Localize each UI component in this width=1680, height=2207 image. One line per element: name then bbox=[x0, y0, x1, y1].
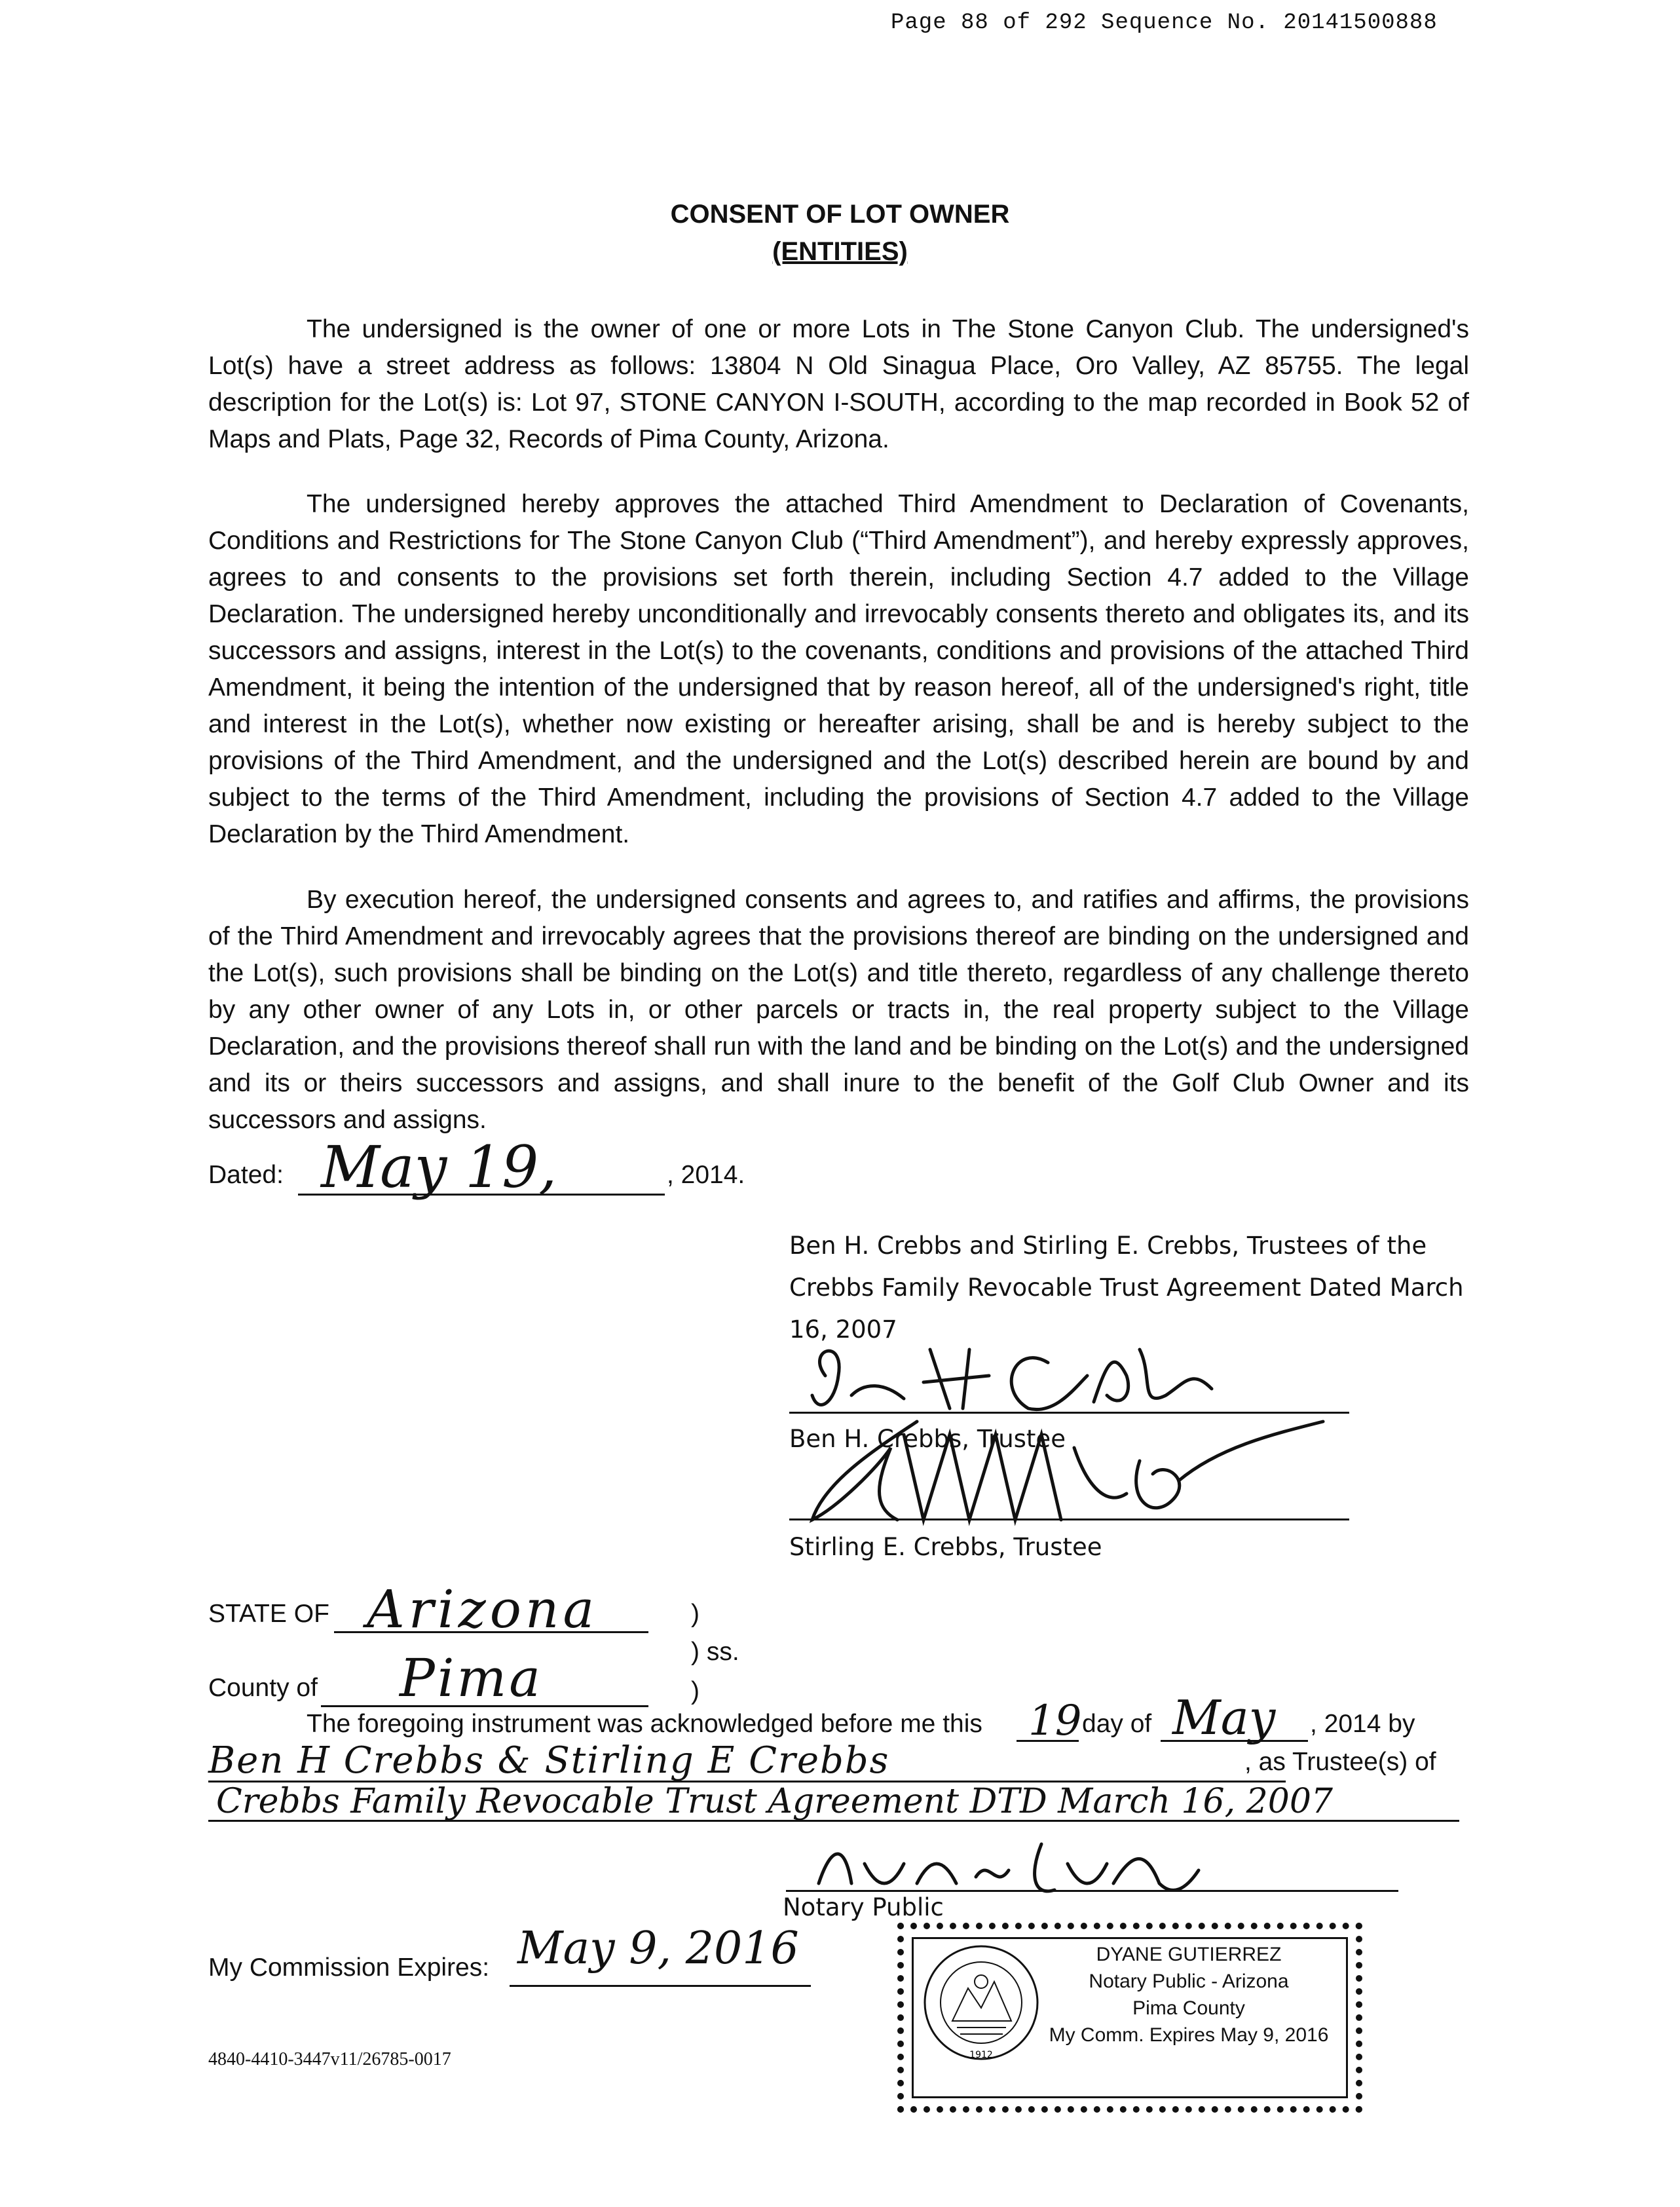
paragraph-lot-description: The undersigned is the owner of one or more Lots in The Stone Canyon Club. The undersigned's Lot(s) have a street address as follows: 13804 N Old Sinagua Place, Oro Valley, AZ 85755. The legal description for the Lot(s) is: Lot 97, STONE CANYON I-SOUTH, according to the map recorded in Book 52 of Maps and Plats, Page 32, Records of Pima County, Arizona. bbox=[208, 315, 1469, 453]
seal-expiration: My Comm. Expires May 9, 2016 bbox=[1049, 2024, 1329, 2046]
paren-ss: ) ss. bbox=[691, 1638, 739, 1666]
paren-1: ) bbox=[691, 1600, 700, 1628]
ack-month-handwritten: May bbox=[1172, 1690, 1276, 1745]
ack-as-trustee: , as Trustee(s) of bbox=[1244, 1748, 1436, 1776]
document-subtitle: (ENTITIES) bbox=[772, 237, 908, 266]
paragraph-execution: By execution hereof, the undersigned consents and agrees to, and ratifies and affirms, the provisions of the Third Amendment and irrevocably agrees that the provisions thereof are binding on the undersigned and the Lot(s), such provisions shall be binding on the Lot(s) and title thereto, regardless of any challenge thereto by any other owner of any Lots in, or other parcels or tracts in, the real property subject to the Village Declaration, and the provisions thereof shall run with the land and be binding on the Lot(s) and the undersigned and its or theirs successors and assigns, and shall inure to the benefit of the Golf Club Owner and its successors and assigns. bbox=[208, 886, 1469, 1134]
commission-handwritten: May 9, 2016 bbox=[517, 1923, 799, 1974]
arizona-state-seal-icon bbox=[921, 1942, 1042, 2064]
signer-1-name: Ben H. Crebbs, Trustee bbox=[789, 1425, 1066, 1453]
state-handwritten: Arizona bbox=[367, 1579, 599, 1640]
seal-emblem-year: 1912 bbox=[969, 2050, 993, 2060]
seal-county: Pima County bbox=[1132, 1997, 1245, 2019]
document-title: CONSENT OF LOT OWNER bbox=[670, 200, 1010, 229]
ack-day-of: day of bbox=[1082, 1710, 1152, 1738]
page-sequence-header: Page 88 of 292 Sequence No. 20141500888 bbox=[891, 10, 1438, 35]
seal-notary-name: DYANE GUTIERREZ bbox=[1096, 1944, 1282, 1965]
ack-trust-handwritten: Crebbs Family Revocable Trust Agreement DTD March 16, 2007 bbox=[216, 1782, 1333, 1821]
signatory-line-1: Ben H. Crebbs and Stirling E. Crebbs, Trustees of the bbox=[789, 1232, 1427, 1260]
county-handwritten: Pima bbox=[400, 1648, 543, 1708]
dated-handwritten: May 19, bbox=[321, 1133, 557, 1201]
ack-year: , 2014 by bbox=[1310, 1710, 1415, 1738]
document-id-footer: 4840-4410-3447v11/26785-0017 bbox=[208, 2049, 451, 2069]
seal-text-block bbox=[1045, 1941, 1333, 2048]
ack-trust-underline bbox=[208, 1820, 1459, 1822]
commission-underline bbox=[510, 1985, 811, 1987]
notary-seal-stamp bbox=[897, 1923, 1362, 2113]
signature-line-2 bbox=[789, 1518, 1349, 1520]
paren-3: ) bbox=[691, 1677, 700, 1705]
signature-stirling-crebbs bbox=[799, 1408, 1336, 1533]
paragraph-approval: The undersigned hereby approves the attached Third Amendment to Declaration of Covenants, Conditions and Restrictions for The Stone Canyon Club (“Third Amendment”), and hereby expressly approves, agrees to and consents to the provisions set forth therein, including Section 4.7 added to the Village Declaration. The undersigned hereby unconditionally and irrevocably consents thereto and obligates its, and its successors and assigns, interest in the Lot(s) to the covenants, conditions and provisions of the attached Third Amendment, it being the intention of the undersigned that by reason hereof, all of the undersigned's right, title and interest in the Lot(s), whether now existing or hereafter arising, shall be and is hereby subject to the provisions of the Third Amendment, and the undersigned and the Lot(s) described herein are bound by and subject to the terms of the Third Amendment, including the provisions of Section 4.7 added to the Village Declaration by the Third Amendment. bbox=[208, 490, 1469, 848]
ack-names-handwritten: Ben H Crebbs & Stirling E Crebbs bbox=[208, 1739, 890, 1782]
dated-year: , 2014. bbox=[667, 1161, 745, 1189]
signer-2-name: Stirling E. Crebbs, Trustee bbox=[789, 1533, 1102, 1561]
ack-day-handwritten: 19 bbox=[1028, 1697, 1082, 1745]
dated-label: Dated: bbox=[208, 1161, 284, 1189]
notary-public-label: Notary Public bbox=[783, 1893, 944, 1921]
state-label: STATE OF bbox=[208, 1600, 329, 1628]
commission-label: My Commission Expires: bbox=[208, 1953, 490, 1982]
signatory-line-3: 16, 2007 bbox=[789, 1315, 897, 1344]
seal-notary-title: Notary Public - Arizona bbox=[1089, 1971, 1289, 1992]
ack-text: The foregoing instrument was acknowledged before me this bbox=[307, 1710, 982, 1738]
county-label: County of bbox=[208, 1674, 318, 1702]
signatory-line-2: Crebbs Family Revocable Trust Agreement Dated March bbox=[789, 1273, 1464, 1302]
